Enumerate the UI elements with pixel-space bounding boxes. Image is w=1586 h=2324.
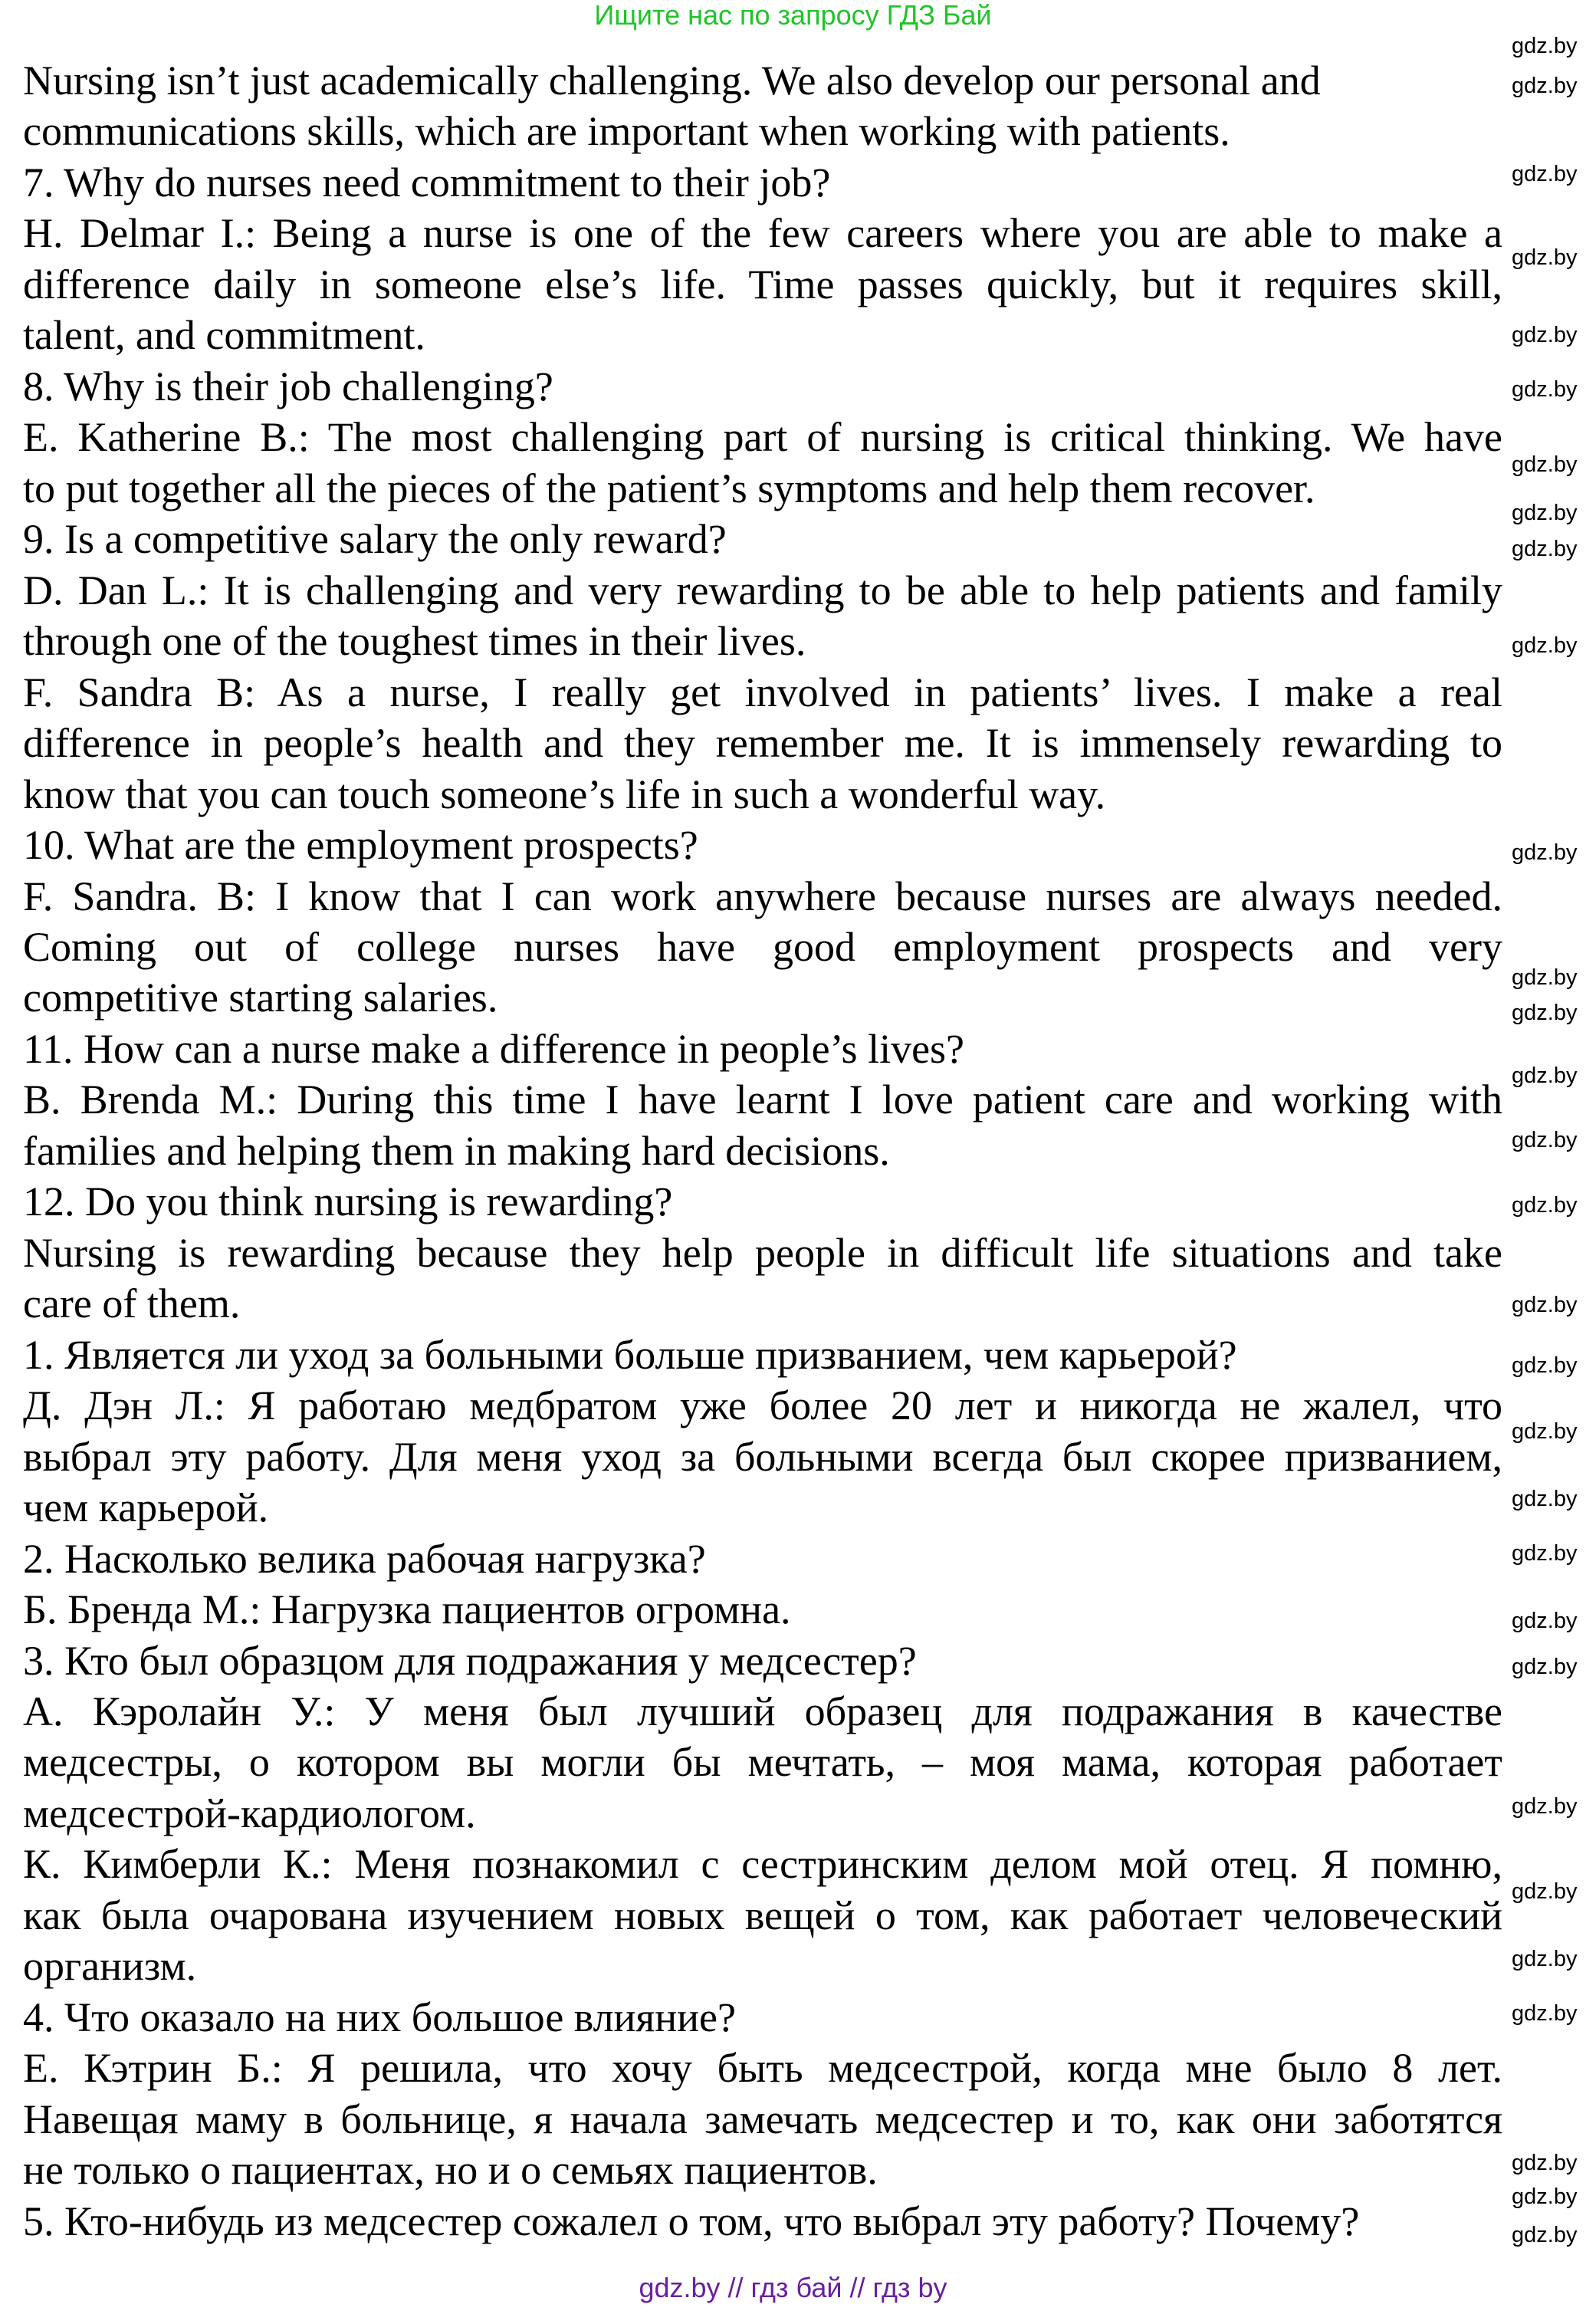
watermark: gdz.by (1512, 377, 1578, 402)
question-line: 2. Насколько велика рабочая нагрузка? (23, 1535, 706, 1582)
watermark: gdz.by (1512, 1487, 1578, 1511)
text-line: E. Katherine B.: The most challenging part of nursing is critical thinking. We have (23, 414, 1502, 461)
question-line: 11. How can a nurse make a difference in people’s lives? (23, 1025, 965, 1072)
watermark: gdz.by (1512, 323, 1578, 347)
text-line: families and helping them in making hard decisions. (23, 1127, 890, 1174)
question-line: 5. Кто-нибудь из медсестер сожалел о том, что выбрал эту работу? Почему? (23, 2197, 1360, 2244)
text-line: through one of the toughest times in their lives. (23, 618, 806, 665)
text-line: медсестрой-кардиологом. (23, 1790, 476, 1836)
watermark: gdz.by (1512, 1609, 1578, 1633)
question-line: 10. What are the employment prospects? (23, 822, 698, 869)
text-line: медсестры, о котором вы могли бы мечтать, – моя мама, которая работает (23, 1739, 1502, 1786)
text-line: чем карьерой. (23, 1484, 269, 1531)
text-line: communications skills, which are important when working with patients. (23, 108, 1230, 155)
text-line: К. Кимберли К.: Меня познакомил с сестринским делом мой отец. Я помню, (23, 1841, 1502, 1888)
watermark: gdz.by (1512, 1947, 1578, 1971)
watermark: gdz.by (1512, 245, 1578, 270)
question-line: 8. Why is their job challenging? (23, 363, 553, 409)
text-line: competitive starting salaries. (23, 975, 498, 1021)
text-line: F. Sandra B: As a nurse, I really get involved in patients’ lives. I make a real (23, 669, 1502, 715)
text-line: know that you can touch someone’s life in such a wonderful way. (23, 771, 1106, 817)
question-line: 1. Является ли уход за больными больше призванием, чем карьерой? (23, 1331, 1237, 1378)
question-line: 12. Do you think nursing is rewarding? (23, 1178, 673, 1225)
text-line: difference daily in someone else’s life. Time passes quickly, but it requires skill, (23, 261, 1502, 307)
document-body (23, 55, 1502, 2247)
watermark: gdz.by (1512, 162, 1578, 186)
text-line: выбрал эту работу. Для меня уход за больными всегда был скорее призванием, (23, 1433, 1502, 1480)
watermark: gdz.by (1512, 74, 1578, 98)
watermark: gdz.by (1512, 1879, 1578, 1904)
text-line: B. Brenda M.: During this time I have learnt I love patient care and working with (23, 1077, 1502, 1123)
question-line: 3. Кто был образцом для подражания у медсестер? (23, 1637, 917, 1684)
watermark: gdz.by (1512, 1001, 1578, 1025)
text-line: организм. (23, 1943, 197, 1990)
watermark: gdz.by (1512, 34, 1578, 58)
text-line: difference in people’s health and they remember me. It is immensely rewarding to (23, 720, 1502, 767)
text-line: D. Dan L.: It is challenging and very rewarding to be able to help patients and family (23, 567, 1502, 613)
watermark: gdz.by (1512, 1655, 1578, 1679)
question-line: 7. Why do nurses need commitment to their job? (23, 159, 831, 205)
watermark: gdz.by (1512, 1193, 1578, 1218)
text-line: не только о пациентах, но и о семьях пациентов. (23, 2147, 878, 2194)
question-line: 4. Что оказало на них большое влияние? (23, 1994, 736, 2040)
text-line: F. Sandra. B: I know that I can work anywhere because nurses are always needed. (23, 873, 1502, 919)
watermark: gdz.by (1512, 2001, 1578, 2026)
text-line: care of them. (23, 1280, 241, 1327)
text-line: Д. Дэн Л.: Я работаю медбратом уже более 20 лет и никогда не жалел, что (23, 1382, 1502, 1429)
text-line: to put together all the pieces of the patient’s symptoms and help them recover. (23, 465, 1315, 511)
watermark: gdz.by (1512, 2184, 1578, 2209)
text-line: Nursing is rewarding because they help people in difficult life situations and take (23, 1229, 1502, 1276)
watermark: gdz.by (1512, 1419, 1578, 1444)
text-line: А. Кэролайн У.: У меня был лучший образец для подражания в качестве (23, 1688, 1502, 1734)
watermark: gdz.by (1512, 965, 1578, 990)
question-line: 9. Is a competitive salary the only reward? (23, 516, 727, 563)
text-line: Навещая маму в больнице, я начала замечать медсестер и то, как они заботятся (23, 2096, 1502, 2142)
text-line: Б. Бренда М.: Нагрузка пациентов огромна. (23, 1586, 791, 1633)
watermark: gdz.by (1512, 452, 1578, 477)
watermark: gdz.by (1512, 501, 1578, 525)
footer-links: gdz.by // гдз бай // гдз by (639, 2272, 947, 2303)
watermark: gdz.by (1512, 633, 1578, 658)
watermark: gdz.by (1512, 1128, 1578, 1152)
watermark: gdz.by (1512, 1794, 1578, 1819)
watermark: gdz.by (1512, 2223, 1578, 2247)
text-line: Nursing isn’t just academically challenging. We also develop our personal and (23, 58, 1321, 104)
watermark: gdz.by (1512, 1541, 1578, 1566)
text-line: Е. Кэтрин Б.: Я решила, что хочу быть медсестрой, когда мне было 8 лет. (23, 2045, 1502, 2092)
text-line: talent, and commitment. (23, 312, 425, 359)
watermark: gdz.by (1512, 2151, 1578, 2175)
search-banner: Ищите нас по запросу ГДЗ Бай (594, 0, 992, 31)
watermark: gdz.by (1512, 1353, 1578, 1378)
text-line: как была очарована изучением новых вещей о том, как работает человеческий (23, 1892, 1502, 1938)
text-line: Coming out of college nurses have good employment prospects and very (23, 923, 1502, 970)
watermark: gdz.by (1512, 1293, 1578, 1317)
watermark: gdz.by (1512, 537, 1578, 561)
watermark: gdz.by (1512, 1063, 1578, 1088)
text-line: H. Delmar I.: Being a nurse is one of the few careers where you are able to make a (23, 210, 1502, 257)
watermark: gdz.by (1512, 840, 1578, 865)
